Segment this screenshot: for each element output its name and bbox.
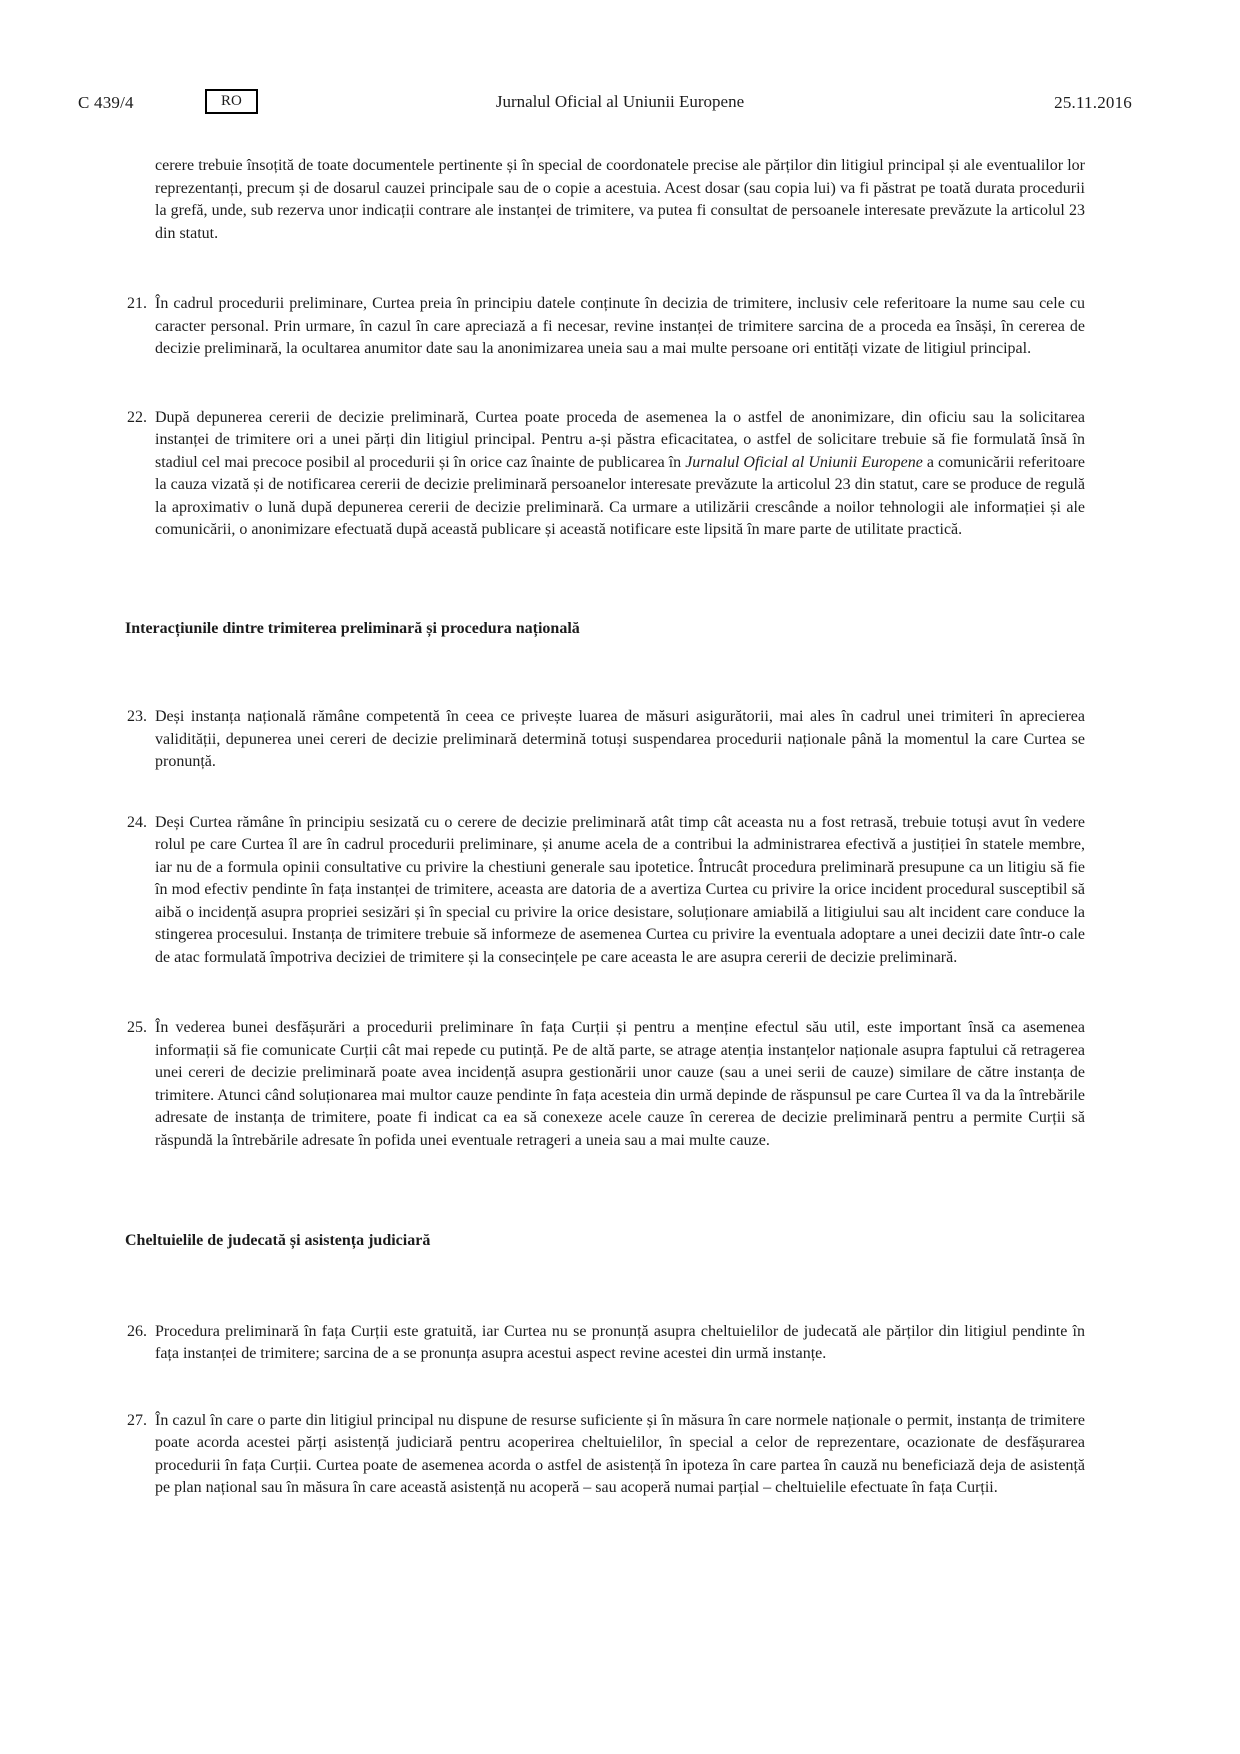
paragraph-23 xyxy=(127,706,1085,774)
paragraph-24-number: 24. xyxy=(127,813,147,831)
page-number: C 439/4 xyxy=(78,93,134,112)
paragraph-25-text: În vederea bunei desfășurări a procedurii preliminare în fața Curții și pentru a menține efectul său util, este important însă ca asemenea informații să fie comunicate Curții cât mai repede cu putință. Pe de altă parte, se atrage atenția instanțelor naționale asupra faptului că retragerea unei cereri de decizie preliminară poate avea incidență asupra gestionării unor cauze (sau a unei serii de cauze) similare de către instanța de trimitere. Atunci când soluționarea mai multor cauze pendinte în fața acesteia din urmă depinde de răspunsul pe care Curtea îl va da la întrebările adresate de instanța de trimitere, poate fi indicat ca ea să conexeze acele cauze în cererea de decizie preliminară pentru a permite Curții să răspundă la întrebările adresate în pofida unei eventuale retrageri a uneia sau a mai multe cauze. xyxy=(155,1019,1085,1149)
paragraph-24 xyxy=(127,812,1085,970)
paragraph-25-number: 25. xyxy=(127,1019,147,1036)
header-date: 25.11.2016 xyxy=(1054,93,1132,112)
paragraph-23-number: 23. xyxy=(127,708,147,725)
paragraph-22-text-before: După depunerea cererii de decizie preliminară, Curtea poate proceda de asemenea la o astfel de anonimizare, din oficiu sau la solicitarea instanței de trimitere ori a unei părți din litigiul principal. Pentru a-și păstra eficacitatea, o astfel de solicitare trebuie să fie formulată însă în stadiul cel mai precoce posibil al procedurii și în orice caz înainte de publicarea în xyxy=(155,408,1085,471)
paragraph-21-number: 21. xyxy=(127,295,147,312)
document-body xyxy=(127,155,1085,1500)
paragraph-22-text-after: a comunicării referitoare la cauza vizată și de notificarea cererii de decizie preliminară persoanelor interesate prevăzute la articolul 23 din statut, care se produce de regulă la aproximativ o lună după depunerea cererii de decizie preliminară. Ca urmare a utilizării crescânde a noilor tehnologii ale informației și ale comunicării, o anonimizare efectuată după această publicare și această notificare este lipsită în mare parte de utilitate practică. xyxy=(155,453,1086,538)
paragraph-26-text: Procedura preliminară în fața Curții este gratuită, iar Curtea nu se pronunță asupra cheltuielilor de judecată ale părților din litigiul pendinte în fața instanței de trimitere; sarcina de a se pronunța asupra acestui aspect revine acestei din urmă instanțe. xyxy=(155,1322,1085,1362)
paragraph-26 xyxy=(127,1321,1085,1366)
paragraph-23-text: Deși instanța națională rămâne competentă în ceea ce privește luarea de măsuri asigurătorii, mai ales în cadrul unei trimiteri în aprecierea validității, depunerea unei cereri de decizie preliminară determină totuși suspendarea procedurii naționale până la momentul la care Curtea se pronunță. xyxy=(155,708,1085,770)
journal-title-italic-reference: Jurnalul Oficial al Uniunii Europene xyxy=(685,453,923,471)
section-heading-interactions: Interacțiunile dintre trimiterea preliminară și procedura națională xyxy=(125,619,580,637)
paragraph-27 xyxy=(127,1410,1085,1500)
paragraph-22-number: 22. xyxy=(127,408,147,426)
paragraph-22 xyxy=(127,407,1085,542)
paragraph-21 xyxy=(127,293,1085,361)
paragraph-25 xyxy=(127,1017,1085,1152)
journal-title: Jurnalul Oficial al Uniunii Europene xyxy=(495,92,745,111)
paragraph-24-text: Deși Curtea rămâne în principiu sesizată cu o cerere de decizie preliminară atât timp cât aceasta nu a fost retrasă, trebuie totuși avut în vedere rolul pe care Curtea îl are în cadrul procedurii preliminare, și anume acela de a contribui la administrarea efectivă a justiției în statele membre, iar nu de a formula opinii consultative cu privire la chestiuni generale sau ipotetice. Întrucât procedura preliminară presupune ca un litigiu să fie în mod efectiv pendinte în fața instanței de trimitere, aceasta are datoria de a avertiza Curtea cu privire la orice incident procedural susceptibil să aibă o incidență asupra propriei sesizări și în special cu privire la orice desistare, soluționare amiabilă a litigiului sau alt incident care conduce la stingerea procesului. Instanța de trimitere trebuie să informeze de asemenea Curtea cu privire la eventuala adoptare a unei decizii date într-o cale de atac formulată împotriva deciziei de trimitere și la consecințele pe care aceasta le are asupra cererii de decizie preliminară. xyxy=(155,813,1085,966)
page-header xyxy=(0,92,1240,118)
intro-continuation-paragraph: cerere trebuie însoțită de toate documentele pertinente și în special de coordonatele precise ale părților din litigiul principal și ale eventualilor lor reprezentanți, precum și de dosarul cauzei principale sau de o copie a acestuia. Acest dosar (sau copia lui) va fi păstrat pe toată durata procedurii la grefă, unde, sub rezerva unor indicații contrare ale instanței de trimitere, va putea fi consultat de persoanele interesate prevăzute la articolul 23 din statut. xyxy=(155,157,1085,242)
paragraph-26-number: 26. xyxy=(127,1322,147,1340)
paragraph-21-text: În cadrul procedurii preliminare, Curtea preia în principiu datele conținute în decizia de trimitere, inclusiv cele referitoare la nume sau cele cu caracter personal. Prin urmare, în cazul în care apreciază a fi necesar, revine instanței de trimitere sarcina de a proceda ea însăși, în cererea de decizie preliminară, la ocultarea anumitor date sau la anonimizarea uneia sau a mai multe persoane ori entități vizate de litigiul principal. xyxy=(155,295,1085,357)
paragraph-27-text: În cazul în care o parte din litigiul principal nu dispune de resurse suficiente și în măsura în care normele naționale o permit, instanța de trimitere poate acorda acestei părți asistență judiciară pentru acoperirea cheltuielilor, în special a celor de reprezentare, ocazionate de desfășurarea procedurii în fața Curții. Curtea poate de asemenea acorda o astfel de asistență în ipoteza în care partea în cauză nu beneficiază deja de asistență pe plan național sau în măsura în care această asistență nu acoperă – sau acoperă numai parțial – cheltuielile efectuate în fața Curții. xyxy=(155,1411,1085,1496)
section-heading-costs: Cheltuielile de judecată și asistența judiciară xyxy=(125,1232,431,1249)
paragraph-22-text xyxy=(155,407,1085,542)
paragraph-27-number: 27. xyxy=(127,1411,147,1429)
language-code-box: RO xyxy=(205,89,258,114)
